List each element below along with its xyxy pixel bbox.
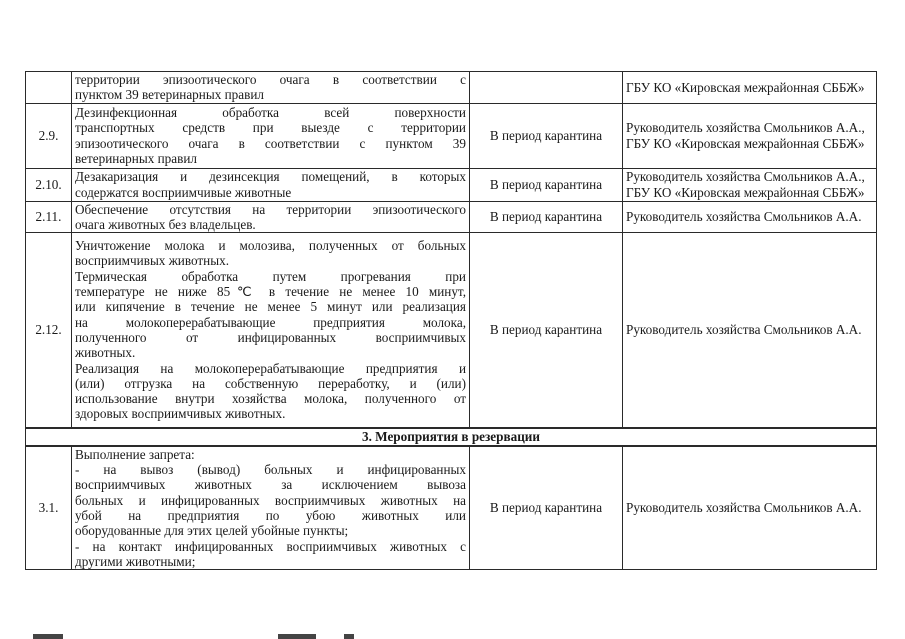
table-row xyxy=(26,168,877,201)
text-line: Обеспечение отсутствия на территории эпизоотического xyxy=(75,201,466,217)
measure-description xyxy=(72,103,470,168)
measures-table xyxy=(25,71,877,570)
text-line: Руководитель хозяйства Смольников А.А. xyxy=(626,500,862,516)
responsible-party xyxy=(623,201,877,233)
text-line: транспортных средств при выезде с территории xyxy=(75,120,466,136)
item-number xyxy=(26,72,72,104)
measure-description xyxy=(72,446,470,570)
text-line: пунктом 39 ветеринарных правил xyxy=(75,87,264,103)
text-line: использование внутри хозяйства молока, полученного от xyxy=(75,391,466,407)
scan-mark xyxy=(278,634,316,639)
text-line: Дезакаризация и дезинсекция помещений, в которых xyxy=(75,169,466,185)
item-number: 3.1. xyxy=(26,446,72,570)
text-line: ветеринарных правил xyxy=(75,150,197,166)
text-line: восприимчивых животных за исключением вывоза xyxy=(75,477,466,493)
text-line: - на контакт инфицированных восприимчивых животных с xyxy=(75,538,466,554)
text-line: ГБУ КО «Кировская межрайонная СББЖ» xyxy=(626,184,865,200)
text-line: здоровых восприимчивых животных. xyxy=(75,406,286,422)
text-line: содержатся восприимчивые животные xyxy=(75,184,292,200)
execution-period: В период карантина xyxy=(470,446,623,570)
measure-description xyxy=(72,233,470,428)
table-row xyxy=(26,233,877,428)
text-line: Дезинфекционная обработка всей поверхности xyxy=(75,105,466,120)
section-header-row xyxy=(26,428,877,446)
text-line: Выполнение запрета: xyxy=(75,446,195,462)
text-line: - на вывоз (вывод) больных и инфицированных xyxy=(75,462,466,478)
text-line: на молокоперерабатывающие предприятия молока, xyxy=(75,314,466,330)
text-line: Реализация на молокоперерабатывающие предприятия и xyxy=(75,360,466,376)
measure-description xyxy=(72,201,470,233)
scan-edge-marks xyxy=(0,628,905,639)
execution-period: В период карантина xyxy=(470,233,623,428)
execution-period: В период карантина xyxy=(470,103,623,168)
measures-table-body xyxy=(26,72,877,570)
measure-description xyxy=(72,168,470,201)
text-line: территории эпизоотического очага в соответствии с xyxy=(75,72,466,87)
text-line: очага животных без владельцев. xyxy=(75,216,256,232)
scan-mark xyxy=(344,634,354,639)
scan-mark xyxy=(33,634,63,639)
text-line: Руководитель хозяйства Смольников А.А., xyxy=(626,120,865,136)
execution-period: В период карантина xyxy=(470,168,623,201)
responsible-party xyxy=(623,103,877,168)
item-number: 2.9. xyxy=(26,103,72,168)
text-line: Руководитель хозяйства Смольников А.А., xyxy=(626,169,865,185)
table-row xyxy=(26,103,877,168)
text-line: убой на предприятия по убою животных или xyxy=(75,507,466,523)
responsible-party xyxy=(623,233,877,428)
responsible-party xyxy=(623,168,877,201)
text-line: оборудованные для этих целей убойные пункты; xyxy=(75,523,349,539)
text-line: другими животными; xyxy=(75,553,196,569)
section-title: 3. Мероприятия в резервации xyxy=(26,428,877,446)
text-line: или кипячение в течение не менее 5 минут или реализация xyxy=(75,299,466,315)
text-line: Руководитель хозяйства Смольников А.А. xyxy=(626,322,862,338)
text-line: больных и инфицированных восприимчивых животных на xyxy=(75,492,466,508)
text-line: эпизоотического очага в соответствии с пунктом 39 xyxy=(75,135,466,151)
execution-period xyxy=(470,72,623,104)
item-number: 2.11. xyxy=(26,201,72,233)
responsible-party xyxy=(623,446,877,570)
text-line: полученного от инфицированных восприимчивых xyxy=(75,329,466,345)
table-row xyxy=(26,446,877,570)
text-line: ГБУ КО «Кировская межрайонная СББЖ» xyxy=(626,79,865,95)
text-line: восприимчивых животных. xyxy=(75,253,229,269)
execution-period: В период карантина xyxy=(470,201,623,233)
text-line: животных. xyxy=(75,345,136,361)
table-row xyxy=(26,72,877,104)
text-line: температуре не ниже 85℃ в течение не менее 10 минут, xyxy=(75,284,466,300)
text-line: Руководитель хозяйства Смольников А.А. xyxy=(626,209,862,225)
text-line: (или) отгрузка на собственную переработку, и (или) xyxy=(75,375,466,391)
measure-description xyxy=(72,72,470,104)
text-line: Уничтожение молока и молозива, полученных от больных xyxy=(75,238,466,254)
table-row xyxy=(26,201,877,233)
text-line: ГБУ КО «Кировская межрайонная СББЖ» xyxy=(626,135,865,151)
responsible-party xyxy=(623,72,877,104)
item-number: 2.12. xyxy=(26,233,72,428)
text-line: Термическая обработка путем прогревания при xyxy=(75,268,466,284)
item-number: 2.10. xyxy=(26,168,72,201)
